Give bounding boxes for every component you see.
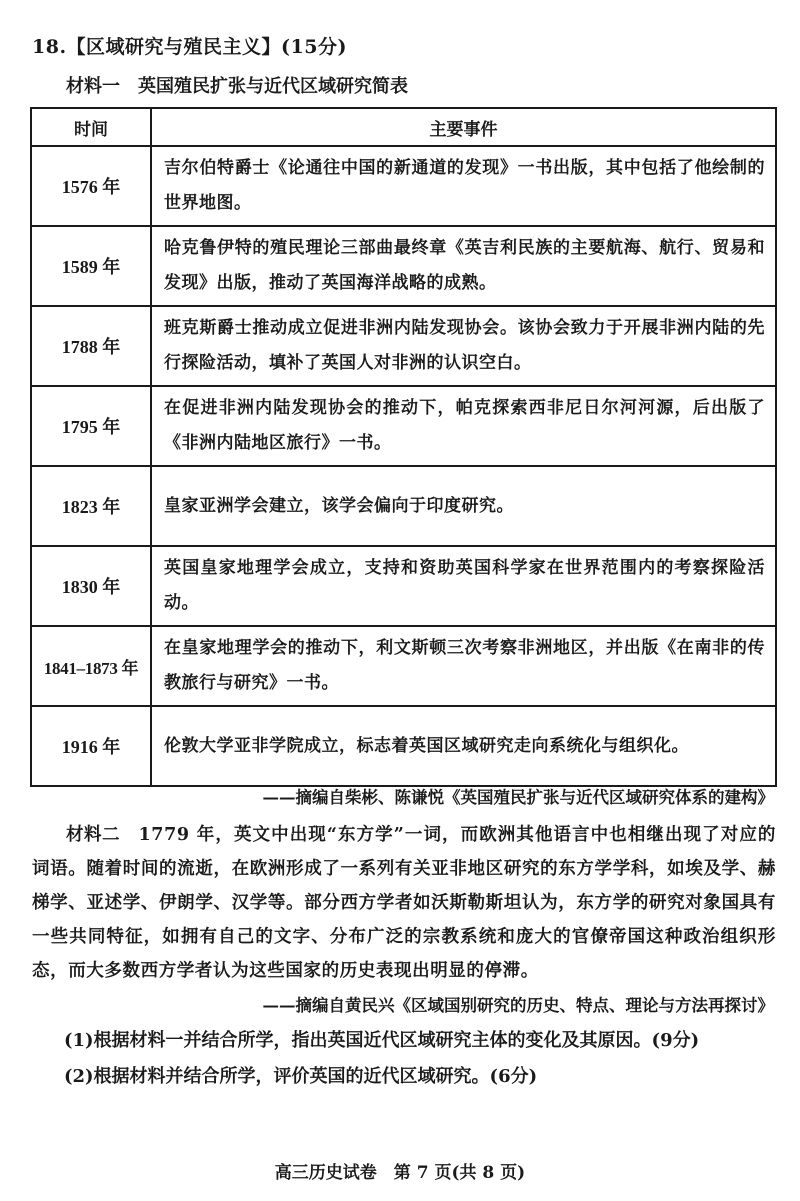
- table-row: [31, 546, 776, 626]
- question-part-2: (2)根据材料并结合所学，评价英国的近代区域研究。(6分): [64, 1066, 538, 1087]
- event-year: 1916 年: [31, 706, 151, 786]
- material-two-text: 1779 年，英文中出现“东方学”一词，而欧洲其他语言中也相继出现了对应的词语。随着时间的流逝，在欧洲形成了一系列有关亚非地区研究的东方学学科，如埃及学、赫梯学、亚述学、伊朗学、汉学等。部分西方学者如沃斯勒斯坦认为，东方学的研究对象国具有一些共同特征，如拥有自己的文字、分布广泛的宗教系统和庞大的官僚帝国这种政治组织形态，而大多数西方学者认为这些国家的历史表现出明显的停滞。: [32, 825, 776, 981]
- table-row: [31, 146, 776, 226]
- question-part-1: (1)根据材料一并结合所学，指出英国近代区域研究主体的变化及其原因。(9分): [64, 1030, 700, 1051]
- event-year: 1841–1873 年: [31, 626, 151, 706]
- event-description: 伦敦大学亚非学院成立，标志着英国区域研究走向系统化与组织化。: [151, 706, 776, 786]
- page-footer: 高三历史试卷 第 7 页(共 8 页): [274, 1163, 526, 1183]
- header-events: 主要事件: [151, 108, 776, 146]
- material-two-source: ——摘编自黄民兴《区域国别研究的历史、特点、理论与方法再探讨》: [262, 996, 774, 1015]
- events-table: [30, 107, 777, 787]
- event-description: 英国皇家地理学会成立，支持和资助英国科学家在世界范围内的考察探险活动。: [151, 546, 776, 626]
- table-row: [31, 306, 776, 386]
- material-two-label: 材料二: [66, 825, 120, 845]
- event-description: 吉尔伯特爵士《论通往中国的新通道的发现》一书出版，其中包括了他绘制的世界地图。: [151, 146, 776, 226]
- header-time: 时间: [31, 108, 151, 146]
- event-description: 在促进非洲内陆发现协会的推动下，帕克探索西非尼日尔河河源，后出版了《非洲内陆地区旅行》一书。: [151, 386, 776, 466]
- event-year: 1823 年: [31, 466, 151, 546]
- event-description: 哈克鲁伊特的殖民理论三部曲最终章《英吉利民族的主要航海、航行、贸易和发现》出版，推动了英国海洋战略的成熟。: [151, 226, 776, 306]
- question-title: 18.【区域研究与殖民主义】(15分): [32, 36, 347, 58]
- event-year: 1576 年: [31, 146, 151, 226]
- event-year: 1795 年: [31, 386, 151, 466]
- event-year: 1830 年: [31, 546, 151, 626]
- table-row: [31, 626, 776, 706]
- table-row: [31, 706, 776, 786]
- table-header-row: [31, 108, 776, 146]
- event-description: 皇家亚洲学会建立，该学会偏向于印度研究。: [151, 466, 776, 546]
- event-year: 1589 年: [31, 226, 151, 306]
- material-one-source: ——摘编自柴彬、陈谦悦《英国殖民扩张与近代区域研究体系的建构》: [262, 788, 774, 807]
- table-row: [31, 386, 776, 466]
- event-description: 在皇家地理学会的推动下，利文斯顿三次考察非洲地区，并出版《在南非的传教旅行与研究》一书。: [151, 626, 776, 706]
- material-one-caption: 材料一 英国殖民扩张与近代区域研究简表: [66, 76, 408, 97]
- event-year: 1788 年: [31, 306, 151, 386]
- event-description: 班克斯爵士推动成立促进非洲内陆发现协会。该协会致力于开展非洲内陆的先行探险活动，填补了英国人对非洲的认识空白。: [151, 306, 776, 386]
- table-row: [31, 226, 776, 306]
- table-row: [31, 466, 776, 546]
- material-two-paragraph: [32, 818, 776, 988]
